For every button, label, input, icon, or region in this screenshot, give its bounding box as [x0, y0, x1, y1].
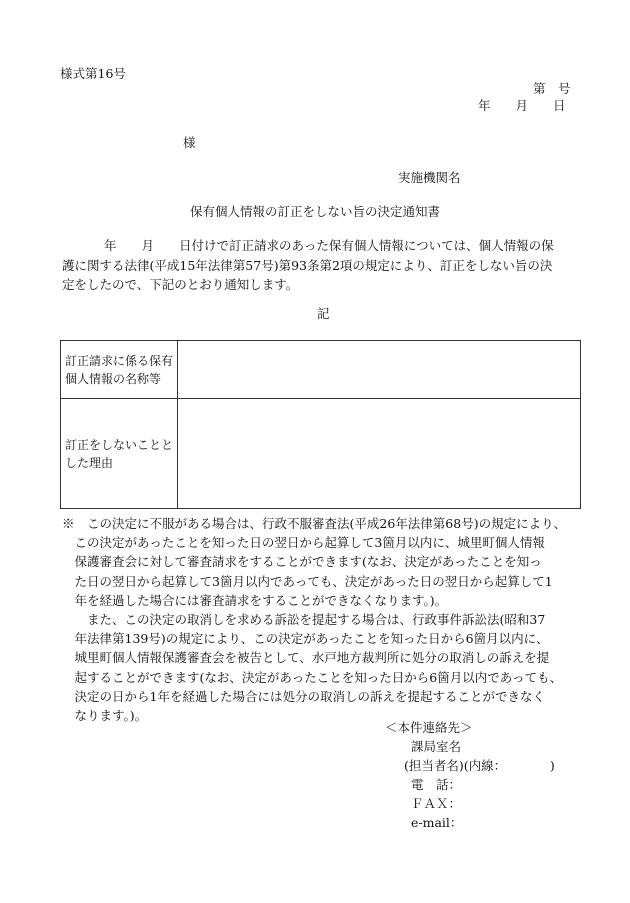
- correction-info-table: [60, 340, 581, 509]
- notice-line: なります。)。: [62, 708, 148, 724]
- body-text: [62, 236, 554, 295]
- table-label-cell: [61, 341, 178, 399]
- notice-line: ※ この決定に不服がある場合は、行政不服審査法(平成26年法律第68号)の規定により、: [62, 516, 567, 531]
- notice-line: 年法律第139号)の規定により、この決定があったことを知った日から6箇月以内に、: [62, 631, 549, 647]
- contact-email: e-mail：: [411, 815, 463, 830]
- notice-line: 年を経過した場合には審査請求をすることができなくなります。)。: [62, 592, 448, 608]
- notice-line: 決定の日から1年を経過した場合には処分の取消しの訴えを提起することができなく: [62, 688, 545, 704]
- table-row: [61, 399, 581, 509]
- contact-tel: 電 話：: [411, 777, 462, 792]
- ki-heading: 記: [317, 306, 330, 321]
- notice-line: た日の翌日から起算して3箇月以内であっても、決定があった日の翌日から起算して1: [62, 573, 553, 589]
- issuer-name: 実施機関名: [398, 170, 461, 185]
- issue-date: 年 月 日: [478, 98, 566, 113]
- notice-line: 城里町個人情報保護審査会を被告として、水戸地方裁判所に処分の取消しの訴えを提: [62, 650, 550, 666]
- contact-dept: 課局室名: [411, 739, 462, 754]
- contact-person: (担当者名)(内線： ): [404, 758, 555, 773]
- contact-heading: ＜本件連絡先＞: [385, 720, 473, 735]
- notice-line: 起することができます(なお、決定があったことを知った日から6箇月以内であっても、: [62, 669, 563, 685]
- label-line: した理由: [65, 455, 114, 470]
- body-line: 年 月 日付けで訂正請求のあった保有個人情報については、個人情報の保: [104, 238, 554, 253]
- form-number: 様式第16号: [60, 66, 126, 81]
- addressee-honorific: 様: [183, 135, 196, 150]
- body-line: 定をしたので、下記のとおり通知します。: [62, 277, 299, 292]
- label-line: 訂正請求に係る保有: [65, 353, 174, 368]
- table-row: [61, 341, 581, 399]
- document-title: 保有個人情報の訂正をしない旨の決定通知書: [190, 204, 441, 219]
- notice-line: この決定があったことを知った日の翌日から起算して3箇月以内に、城里町個人情報: [62, 535, 545, 551]
- table-value-cell: [178, 399, 581, 509]
- table-value-cell: [178, 341, 581, 399]
- table-label-cell: [61, 399, 178, 509]
- body-line: 護に関する法律(平成15年法律第57号)第93条第2項の規定により、訂正をしない旨の決: [62, 257, 553, 273]
- contact-fax: ＦＡＸ：: [411, 796, 462, 811]
- label-line: 個人情報の名称等: [65, 371, 162, 386]
- appeal-notice: [62, 514, 602, 725]
- notice-line: 保護審査会に対して審査請求をすることができます(なお、決定があったことを知っ: [62, 554, 542, 570]
- notice-line: また、この決定の取消しを求める訴訟を提起する場合は、行政事件訴訟法(昭和37: [62, 612, 546, 628]
- label-line: 訂正をしないことと: [65, 437, 174, 452]
- document-number: 第 号: [533, 81, 571, 96]
